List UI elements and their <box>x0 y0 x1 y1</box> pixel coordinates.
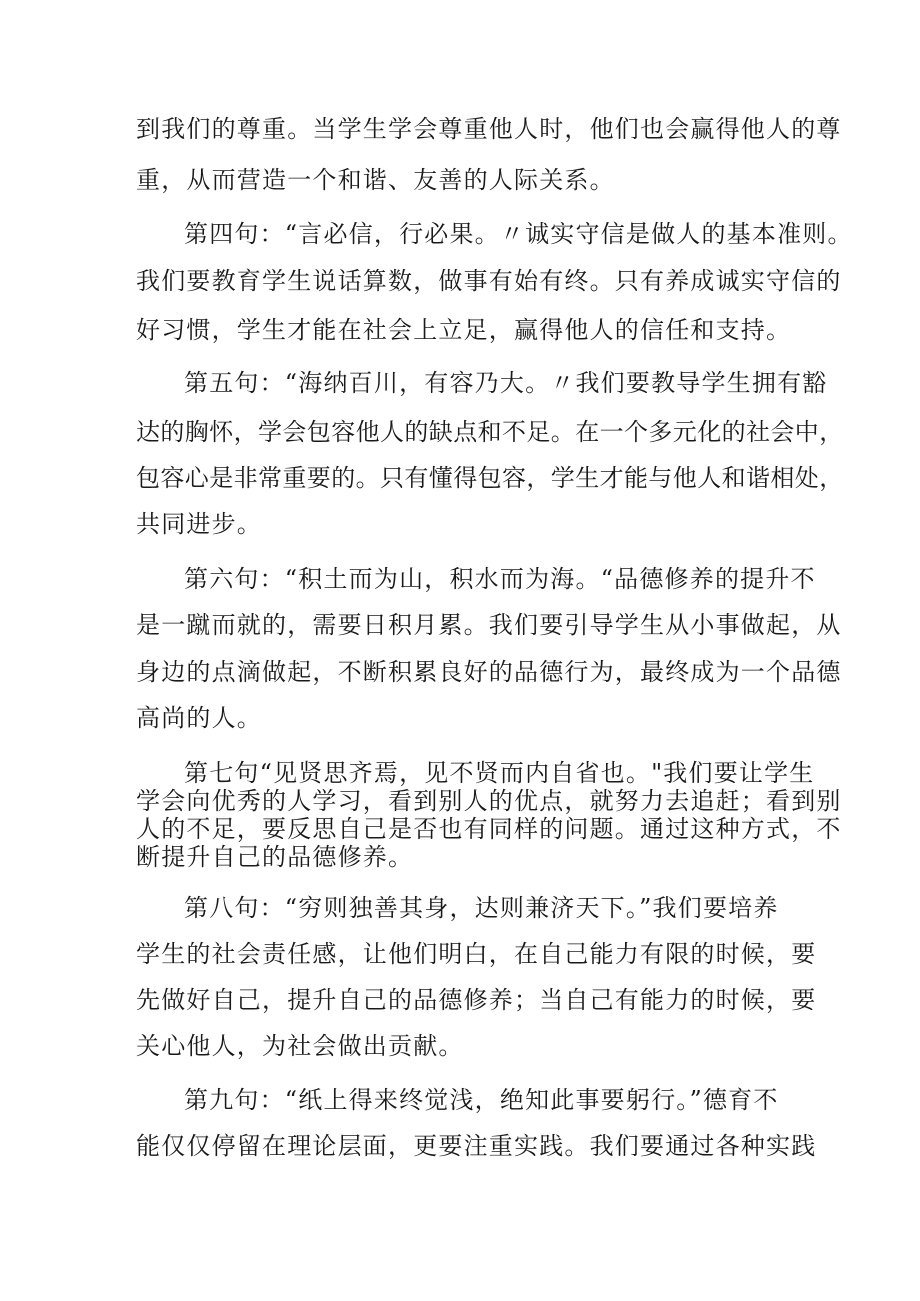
text-line: 共同进步。 <box>136 510 262 538</box>
text-line: 学会向优秀的人学习，看到别人的优点，就努力去追赶；看到别 <box>136 787 842 815</box>
text-line: 高尚的人。 <box>136 704 262 732</box>
text-line: 是一蹴而就的，需要日积月累。我们要引导学生从小事做起，从 <box>136 611 842 639</box>
text-line: 到我们的尊重。当学生学会尊重他人时，他们也会赢得他人的尊 <box>136 115 842 143</box>
text-line: 关心他人，为社会做出贡献。 <box>136 1032 464 1060</box>
text-line: 重，从而营造一个和谐、友善的人际关系。 <box>136 166 615 194</box>
text-line: 身边的点滴做起，不断积累良好的品德行为，最终成为一个品德 <box>136 658 842 686</box>
text-line: 能仅仅停留在理论层面，更要注重实践。我们要通过各种实践 <box>136 1132 817 1160</box>
text-line: 第四句：“言必信，行必果。〃诚实守信是做人的基本准则。 <box>184 220 853 248</box>
text-line: 我们要教育学生说话算数，做事有始有终。只有养成诚实守信的 <box>136 267 842 295</box>
text-line: 第七句“见贤思齐焉，见不贤而内自省也。"我们要让学生 <box>184 759 815 787</box>
text-line: 包容心是非常重要的。只有懂得包容，学生才能与他人和谐相处， <box>136 464 844 492</box>
text-line: 第八句：“穷则独善其身，达则兼济天下。”我们要培养 <box>184 894 779 922</box>
text-line: 先做好自己，提升自己的品德修养；当自己有能力的时候，要 <box>136 986 817 1014</box>
text-line: 第九句：“纸上得来终觉浅，绝知此事要躬行。”德育不 <box>184 1086 779 1114</box>
text-line: 人的不足，要反思自己是否也有同样的问题。通过这种方式，不 <box>136 815 842 843</box>
text-line: 断提升自己的品德修养。 <box>136 843 414 871</box>
text-line: 好习惯，学生才能在社会上立足，赢得他人的信任和支持。 <box>136 316 792 344</box>
text-line: 学生的社会责任感，让他们明白，在自己能力有限的时候，要 <box>136 940 817 968</box>
text-line: 第五句：“海纳百川，有容乃大。〃我们要教导学生拥有豁 <box>184 369 828 397</box>
text-line: 第六句：“积土而为山，积水而为海。“品德修养的提升不 <box>184 565 816 593</box>
text-line: 达的胸怀，学会包容他人的缺点和不足。在一个多元化的社会中， <box>136 418 844 446</box>
